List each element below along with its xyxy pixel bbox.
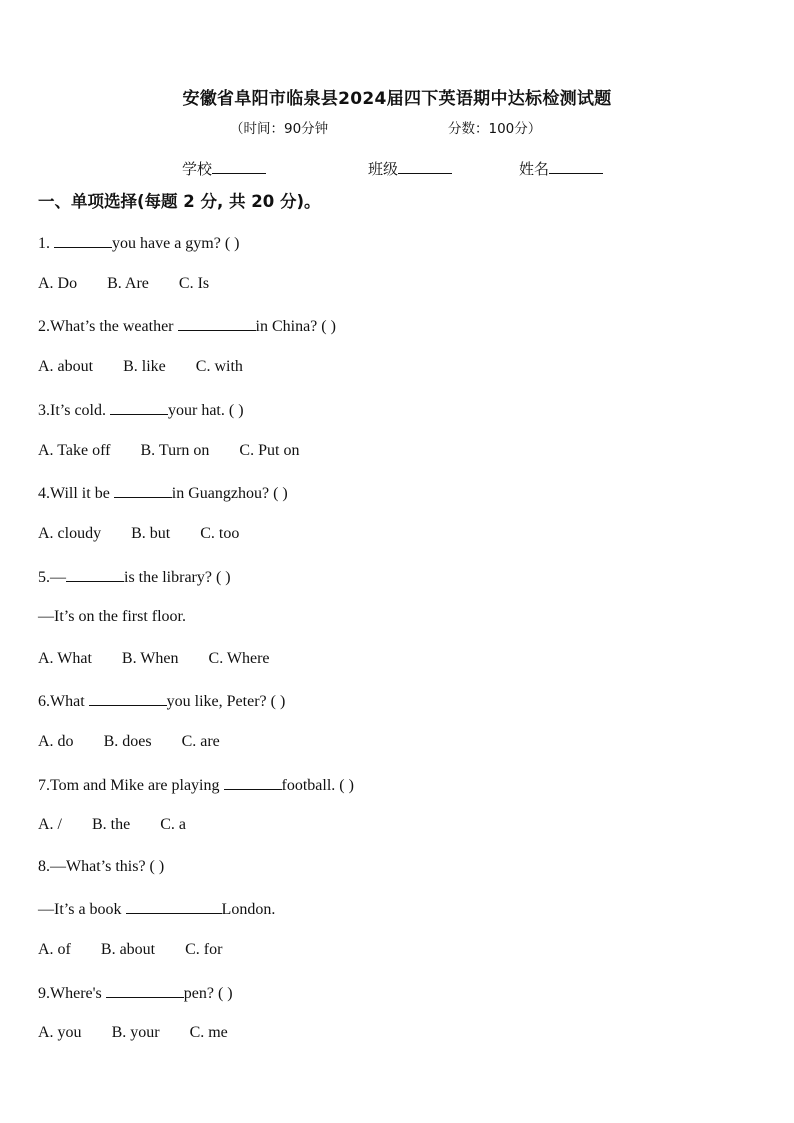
option-a[interactable]: A. What [38,650,92,667]
option-a[interactable]: A. cloudy [38,525,102,542]
answer-blank[interactable] [66,567,124,582]
class-field[interactable] [368,158,452,179]
option-c[interactable]: C. a [160,816,186,833]
option-c[interactable]: C. with [195,358,243,375]
option-b[interactable]: B. but [131,525,171,542]
option-b[interactable]: B. does [103,733,152,750]
option-b[interactable]: B. your [111,1024,160,1041]
option-b[interactable]: B. When [121,650,179,667]
name-blank[interactable] [549,159,603,174]
question-4: 4.Will it be in Guangzhou? ( ) [38,485,288,502]
question-5: 5.— is the library? ( ) [38,569,231,586]
answer-blank[interactable] [178,316,256,331]
exam-score: 分数：100分） [448,121,542,137]
answer-blank[interactable] [106,983,184,998]
exam-time: （时间：90分钟 [230,121,329,137]
question-2: 2.What’s the weather in China? ( ) [38,318,336,335]
student-info-fields [0,158,794,180]
option-b[interactable]: B. the [92,816,131,833]
question-6: 6.What you like, Peter? ( ) [38,693,286,710]
question-3: 3.It’s cold. your hat. ( ) [38,402,244,419]
option-c[interactable]: C. Where [208,650,270,667]
option-c[interactable]: C. for [185,941,223,958]
page-title: 安徽省阜阳市临泉县2024届四下英语期中达标检测试题 [182,89,612,109]
option-c[interactable]: C. are [181,733,220,750]
name-label: 姓名 [519,160,550,178]
answer-blank[interactable] [114,483,172,498]
question-1-options [38,275,239,293]
question-1: 1. you have a gym? ( ) [38,235,240,252]
question-8-options [38,941,252,959]
option-a[interactable]: A. Take off [38,442,111,459]
school-field[interactable] [182,158,266,179]
question-3-options [38,442,329,460]
answer-blank[interactable] [126,899,222,914]
class-blank[interactable] [398,159,452,174]
option-a[interactable]: A. you [38,1024,82,1041]
school-label: 学校 [182,160,213,178]
option-a[interactable]: A. about [38,358,94,375]
answer-blank[interactable] [110,400,168,415]
option-b[interactable]: B. Turn on [140,442,210,459]
class-label: 班级 [368,160,399,178]
option-c[interactable]: C. too [200,525,240,542]
option-a[interactable]: A. Do [38,275,78,292]
question-2-options [38,358,273,376]
question-6-options [38,733,250,751]
option-c[interactable]: C. Is [178,275,210,292]
school-blank[interactable] [212,159,266,174]
question-7-options [38,816,216,834]
option-a[interactable]: A. / [38,816,62,833]
section-heading: 一、单项选择(每题 2 分, 共 20 分)。 [38,192,321,211]
option-b[interactable]: B. about [100,941,156,958]
option-a[interactable]: A. do [38,733,74,750]
answer-blank[interactable] [89,691,167,706]
question-9-options [38,1024,258,1042]
question-7: 7.Tom and Mike are playing football. ( ) [38,777,354,794]
exam-info [0,117,794,137]
option-c[interactable]: C. Put on [239,442,300,459]
question-4-options [38,525,269,543]
option-b[interactable]: B. like [123,358,166,375]
question-9: 9.Where's pen? ( ) [38,985,233,1002]
question-8: 8.—What’s this? ( ) [38,858,165,875]
option-b[interactable]: B. Are [107,275,149,292]
question-5-response: —It’s on the first floor. [38,608,186,625]
answer-blank[interactable] [224,775,282,790]
name-field[interactable] [519,158,603,179]
answer-blank[interactable] [54,233,112,248]
option-c[interactable]: C. me [189,1024,228,1041]
question-8-response: —It’s a book London. [38,901,276,918]
option-a[interactable]: A. of [38,941,71,958]
question-5-options [38,650,300,668]
